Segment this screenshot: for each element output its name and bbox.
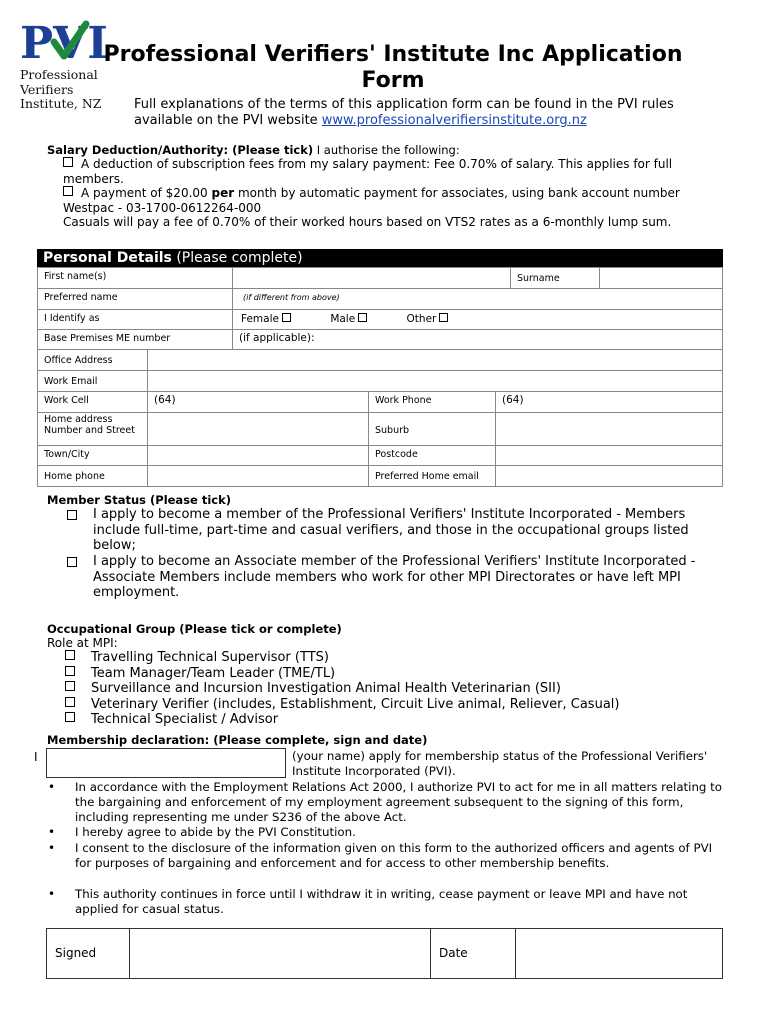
date-label: Date xyxy=(431,929,516,978)
date-input[interactable] xyxy=(516,929,722,978)
salary-heading-bold: Salary Deduction/Authority: (Please tick) xyxy=(47,143,314,157)
home-phone-input[interactable] xyxy=(148,466,369,486)
other-checkbox[interactable] xyxy=(439,313,448,322)
member-full-label: I apply to become a member of the Professional Verifiers' Institute Incorporated - Members include full-time, part-time and casual verifiers, and those in the occupational groups listed below; xyxy=(93,507,689,554)
preferred-name-label: Preferred name xyxy=(38,289,233,310)
work-cell-input[interactable]: (64) xyxy=(148,392,369,413)
male-checkbox[interactable] xyxy=(358,313,367,322)
occupational-checkbox[interactable] xyxy=(65,681,75,691)
suburb-label: Suburb xyxy=(369,413,496,446)
bullet: • xyxy=(48,887,56,901)
declaration-heading: Membership declaration: (Please complete, sign and date) xyxy=(47,733,428,747)
page-title: Professional Verifiers' Institute Inc Application Form xyxy=(103,42,683,93)
declaration-suffix: (your name) apply for membership status of the Professional Verifiers' Institute Incorporated (PVI). xyxy=(292,749,708,778)
declaration-i: I xyxy=(34,750,38,764)
member-option-associate[interactable] xyxy=(65,554,720,601)
member-associate-label: I apply to become an Associate member of the Professional Verifiers' Institute Incorporated - xyxy=(93,554,696,569)
member-associate-checkbox[interactable] xyxy=(67,557,77,567)
member-option-full[interactable] xyxy=(65,507,720,554)
intro-body: Full explanations of the terms of this application form can be found in the PVI rules available on the PVI website xyxy=(134,97,674,128)
female-label: Female xyxy=(241,313,279,325)
female-checkbox[interactable] xyxy=(282,313,291,322)
salary-heading xyxy=(47,143,460,157)
personal-details-title: Personal Details xyxy=(43,250,172,266)
salary-payment-checkbox[interactable] xyxy=(63,186,73,196)
declaration-bullet-2: I hereby agree to abide by the PVI Constitution. xyxy=(75,825,356,839)
office-address-input[interactable] xyxy=(148,350,722,371)
occupational-item[interactable] xyxy=(65,666,725,682)
home-phone-label: Home phone xyxy=(38,466,148,486)
member-status-heading: Member Status (Please tick) xyxy=(47,493,231,507)
surname-label: Surname xyxy=(511,268,600,289)
pvi-logo-letters: PVI xyxy=(20,18,108,69)
occupational-item-label: Veterinary Verifier (includes, Establishment, Circuit Live animal, Reliever, Casual) xyxy=(91,696,620,712)
signature-table xyxy=(46,928,723,979)
salary-payment-post: month by automatic payment for associates, using bank account number Westpac - 03-1700-0612264-000 xyxy=(63,186,680,215)
occupational-checkbox[interactable] xyxy=(65,650,75,660)
occupational-item-label: Travelling Technical Supervisor (TTS) xyxy=(91,650,329,665)
occupational-checkbox[interactable] xyxy=(65,666,75,676)
occupational-item-label: Surveillance and Incursion Investigation Animal Health Veterinarian (SII) xyxy=(91,681,561,696)
salary-fee-label: A deduction of subscription fees from my salary payment: Fee 0.70% of salary. This applies for full members. xyxy=(63,157,673,186)
occupational-checkbox[interactable] xyxy=(65,697,75,707)
signature-input[interactable] xyxy=(130,929,431,978)
intro-text xyxy=(134,97,734,129)
bullet: • xyxy=(48,780,56,794)
postcode-label: Postcode xyxy=(369,446,496,466)
suburb-input[interactable] xyxy=(496,413,722,446)
your-name-input[interactable] xyxy=(46,748,286,778)
website-link[interactable]: www.professionalverifiersinstitute.org.nz xyxy=(321,113,587,128)
base-premises-label: Base Premises ME number xyxy=(38,330,233,350)
occupational-item[interactable] xyxy=(65,697,725,713)
surname-input[interactable] xyxy=(600,268,722,289)
salary-payment-per: per xyxy=(211,186,235,200)
work-phone-label: Work Phone xyxy=(369,392,496,413)
base-premises-input[interactable]: (if applicable): xyxy=(233,330,722,350)
salary-option-fee[interactable] xyxy=(63,157,723,186)
first-name-input[interactable] xyxy=(233,268,511,289)
postcode-input[interactable] xyxy=(496,446,722,466)
casuals-text: Casuals will pay a fee of 0.70% of their worked hours based on VTS2 rates as a 6-monthly lump sum. xyxy=(63,215,672,229)
bullet: • xyxy=(48,841,56,855)
occupational-item[interactable] xyxy=(65,650,725,666)
role-at-mpi: Role at MPI: xyxy=(47,636,118,650)
identify-label: I Identify as xyxy=(38,310,233,330)
town-city-input[interactable] xyxy=(148,446,369,466)
occupational-checkbox[interactable] xyxy=(65,712,75,722)
identify-options xyxy=(233,310,722,330)
preferred-home-email-input[interactable] xyxy=(496,466,722,486)
personal-details-sub: (Please complete) xyxy=(171,250,303,266)
work-email-input[interactable] xyxy=(148,371,722,392)
first-name-label: First name(s) xyxy=(38,268,233,289)
home-address-label: Home address Number and Street xyxy=(38,413,148,446)
other-label: Other xyxy=(406,313,437,325)
salary-fee-checkbox[interactable] xyxy=(63,157,73,167)
logo-line-3: Institute, NZ xyxy=(20,96,102,111)
occupational-item[interactable] xyxy=(65,681,725,697)
occupational-item[interactable] xyxy=(65,712,725,728)
occupational-item-label: Technical Specialist / Advisor xyxy=(91,712,279,727)
personal-details-header xyxy=(37,249,723,267)
logo-line-1: Professional xyxy=(20,67,98,82)
salary-payment-pre: A payment of $20.00 xyxy=(81,186,212,200)
town-city-label: Town/City xyxy=(38,446,148,466)
home-address-input[interactable] xyxy=(148,413,369,446)
bullet: • xyxy=(48,825,56,839)
preferred-home-email-label: Preferred Home email xyxy=(369,466,496,486)
work-email-label: Work Email xyxy=(38,371,148,392)
preferred-name-input[interactable]: (if different from above) xyxy=(233,289,722,310)
office-address-label: Office Address xyxy=(38,350,148,371)
male-label: Male xyxy=(330,313,356,325)
work-cell-label: Work Cell xyxy=(38,392,148,413)
declaration-bullet-3: I consent to the disclosure of the information given on this form to the authorized officers and agents of PVI for purposes of bargaining and enforcement and for access to other membership benefits. xyxy=(75,841,713,870)
member-associate-detail: Associate Members include members who work for other MPI Directorates or have left MPI employment. xyxy=(93,569,681,601)
declaration-bullet-4: This authority continues in force until I withdraw it in writing, cease payment or leave MPI and have not applied for casual status. xyxy=(75,887,688,916)
work-phone-input[interactable]: (64) xyxy=(496,392,722,413)
occupational-list xyxy=(65,650,725,728)
member-full-checkbox[interactable] xyxy=(67,510,77,520)
declaration-bullet-1: In accordance with the Employment Relations Act 2000, I authorize PVI to act for me in all matters relating to the bargaining and enforcement of my employment agreement subsequent to the signing of this form, including representing me under S236 of the above Act. xyxy=(75,780,723,824)
logo-line-2: Verifiers xyxy=(20,81,74,97)
salary-option-payment[interactable] xyxy=(63,186,723,215)
occupational-heading: Occupational Group (Please tick or complete) xyxy=(47,622,342,636)
salary-heading-suffix: I authorise the following: xyxy=(313,143,460,157)
signed-label: Signed xyxy=(47,929,130,978)
occupational-item-label: Team Manager/Team Leader (TME/TL) xyxy=(91,665,336,681)
personal-details-table xyxy=(37,267,723,487)
